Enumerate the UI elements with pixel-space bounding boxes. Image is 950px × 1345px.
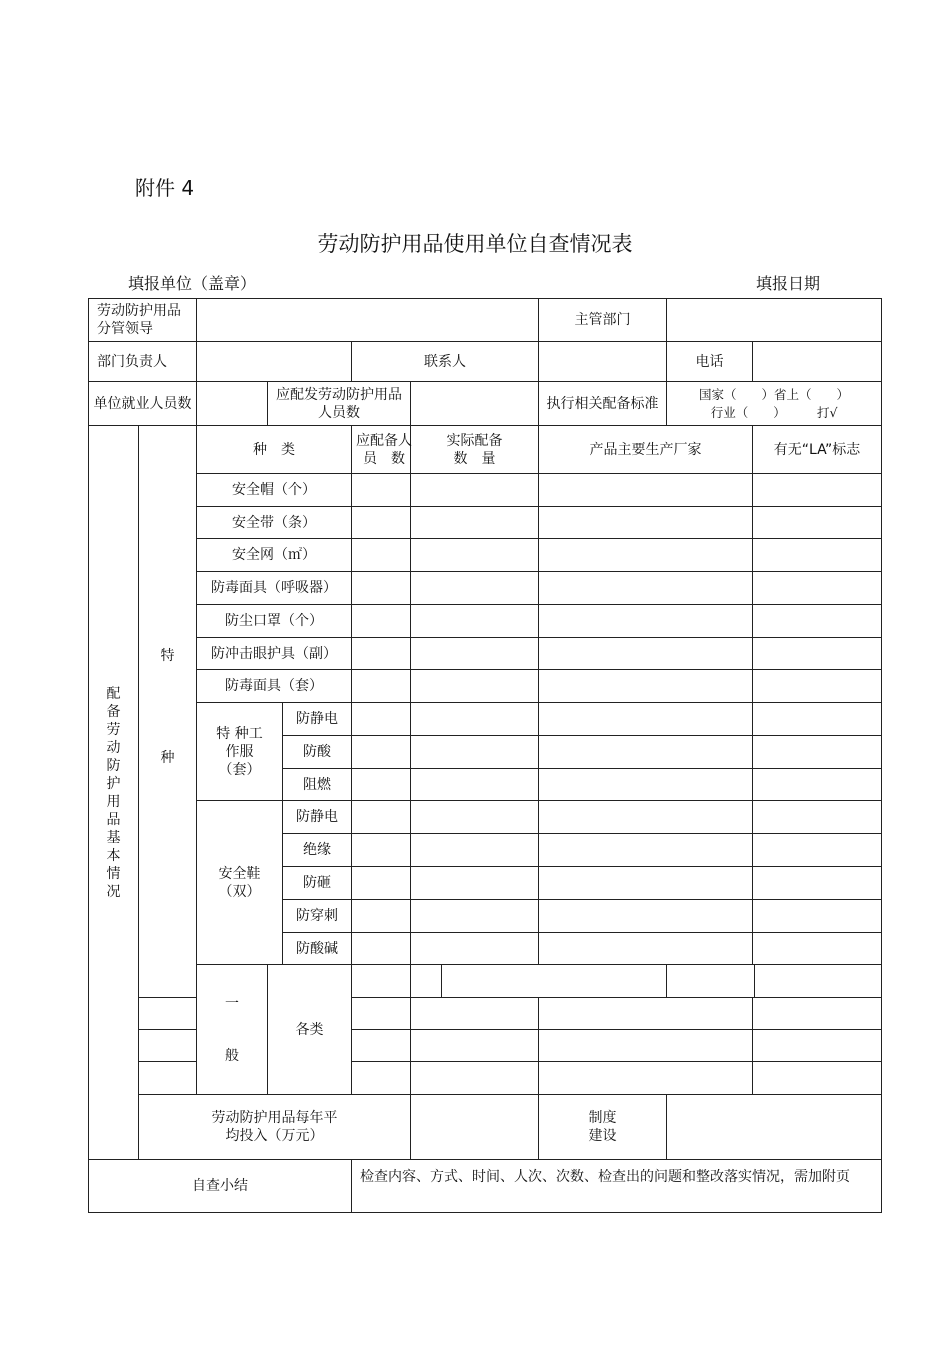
general-type-label [197,965,268,1095]
dept-value[interactable] [667,299,882,342]
reporting-date-label: 填报日期 [756,274,821,293]
cell-la-mark[interactable] [753,605,882,638]
cell-required[interactable] [352,900,411,933]
item-label[interactable] [139,998,197,1030]
cell-required[interactable] [352,507,411,539]
row-contacts [89,342,882,382]
table-row [89,703,882,736]
cell-required[interactable] [352,539,411,572]
cell-la-mark[interactable] [753,703,882,736]
cell-manufacturer[interactable] [539,507,753,539]
special-char-2: 种 [160,749,175,766]
side-section-label: 配备劳动防护用品基本情况 [89,426,139,1160]
item-label: 防毒面具（呼吸器） [197,572,352,605]
cell-required[interactable] [352,605,411,638]
special-type-label [139,426,197,998]
cell-required[interactable] [411,965,442,998]
cell-manufacturer[interactable] [539,736,753,769]
reporting-unit-label: 填报单位（盖章） [128,274,257,293]
standard-label: 执行相关配备标准 [539,382,667,426]
cell-la-mark[interactable] [753,638,882,670]
cell-manufacturer[interactable] [539,539,753,572]
cell-manufacturer[interactable] [539,572,753,605]
item-label[interactable] [139,1062,197,1095]
table-row [89,670,882,703]
cell-actual[interactable] [411,900,539,933]
standard-option-line2: 行业（ ） 打√ [710,404,838,420]
cell-required[interactable] [352,998,411,1030]
item-label: 防冲击眼护具（副） [197,638,352,670]
standard-options[interactable] [667,382,882,426]
cell-actual[interactable] [411,605,539,638]
cell-la-mark[interactable] [753,998,882,1030]
cell-required[interactable] [352,801,411,834]
table-row [89,507,882,539]
contact-value[interactable] [539,342,667,382]
row-investment [89,1095,882,1160]
table-row [89,801,882,834]
general-char-2: 般 [225,1047,239,1064]
item-label: 安全帽（个） [197,474,352,507]
col-required: 应配备人员 数 [352,426,411,474]
cell-manufacturer[interactable] [539,670,753,703]
special-char-1: 特 [160,647,175,664]
table-row [89,965,882,998]
cell-actual[interactable] [411,474,539,507]
workwear-group-label: 特 种工作服（套） [197,703,283,801]
cell-la-mark[interactable] [755,965,882,998]
cell-la-mark[interactable] [753,1062,882,1095]
head-value[interactable] [197,342,352,382]
col-manufacturer: 产品主要生产厂家 [539,426,753,474]
cell-actual[interactable] [411,867,539,900]
cell-manufacturer[interactable] [539,933,753,965]
cell-la-mark[interactable] [753,670,882,703]
cell-actual[interactable] [411,703,539,736]
item-label: 防静电 [283,703,352,736]
table-row [89,474,882,507]
cell-manufacturer[interactable] [539,638,753,670]
cell-required[interactable] [352,638,411,670]
cell-actual[interactable] [411,507,539,539]
cell-manufacturer[interactable] [539,703,753,736]
cell-actual[interactable] [411,834,539,867]
col-actual: 实际配备数 量 [411,426,539,474]
cell-actual[interactable] [411,933,539,965]
item-label: 绝缘 [283,834,352,867]
cell-actual[interactable] [411,801,539,834]
cell-required[interactable] [352,474,411,507]
cell-required[interactable] [352,867,411,900]
item-label: 防静电 [283,801,352,834]
head-label: 部门负责人 [89,342,197,382]
general-char-1: 一 [225,995,239,1012]
cell-la-mark[interactable] [753,834,882,867]
table-row [89,638,882,670]
cell-la-mark[interactable] [753,736,882,769]
cell-required[interactable] [352,834,411,867]
shoes-group-label: 安全鞋（双） [197,801,283,965]
system-label: 制度建设 [539,1095,667,1160]
cell-manufacturer[interactable] [667,965,755,998]
cell-la-mark[interactable] [753,474,882,507]
employees-label: 单位就业人员数 [89,382,197,426]
issue-count-label: 应配发劳动防护用品人员数 [268,382,411,426]
item-label: 防酸碱 [283,933,352,965]
cell-manufacturer[interactable] [539,801,753,834]
row-leader [89,299,882,342]
cell-la-mark[interactable] [753,900,882,933]
item-label: 防穿刺 [283,900,352,933]
cell-la-mark[interactable] [753,769,882,801]
cell-manufacturer[interactable] [539,1062,753,1095]
cell-manufacturer[interactable] [539,834,753,867]
table-row [89,605,882,638]
cell-required[interactable] [352,1030,411,1062]
item-label[interactable] [139,1030,197,1062]
attachment-number: 附件 4 [135,176,195,200]
cell-required[interactable] [352,670,411,703]
col-la-mark: 有无“LA”标志 [753,426,882,474]
investment-label: 劳动防护用品每年平均投入（万元） [139,1095,411,1160]
cell-actual[interactable] [442,965,667,998]
cell-manufacturer[interactable] [539,998,753,1030]
general-group-label: 各类 [268,965,352,1095]
item-label: 防毒面具（套） [197,670,352,703]
cell-required[interactable] [352,572,411,605]
cell-actual[interactable] [411,1030,539,1062]
cell-manufacturer[interactable] [539,1030,753,1062]
cell-actual[interactable] [411,1062,539,1095]
cell-actual[interactable] [411,736,539,769]
cell-manufacturer[interactable] [539,769,753,801]
cell-manufacturer[interactable] [539,474,753,507]
column-header-row [89,426,882,474]
issue-count-value[interactable] [411,382,539,426]
dept-label: 主管部门 [539,299,667,342]
cell-actual[interactable] [411,670,539,703]
col-type: 种 类 [197,426,352,474]
table-row [89,539,882,572]
summary-label: 自查小结 [89,1160,352,1213]
form-title: 劳动防护用品使用单位自查情况表 [317,232,633,256]
cell-required[interactable] [352,933,411,965]
item-label: 安全带（条） [197,507,352,539]
cell-required[interactable] [352,1062,411,1095]
summary-text[interactable]: 检查内容、方式、时间、人次、次数、检查出的问题和整改落实情况，需加附页 [352,1160,882,1213]
system-value[interactable] [667,1095,882,1160]
cell-actual[interactable] [411,539,539,572]
item-label: 防尘口罩（个） [197,605,352,638]
investment-value[interactable] [411,1095,539,1160]
cell-actual[interactable] [411,769,539,801]
cell-manufacturer[interactable] [539,900,753,933]
phone-label: 电话 [667,342,753,382]
cell-required[interactable] [352,769,411,801]
cell-actual[interactable] [411,998,539,1030]
leader-value[interactable] [197,299,539,342]
cell-required[interactable] [352,703,411,736]
cell-la-mark[interactable] [753,867,882,900]
cell-la-mark[interactable] [753,507,882,539]
cell-la-mark[interactable] [753,539,882,572]
leader-label: 劳动防护用品分管领导 [89,299,197,342]
cell-la-mark[interactable] [753,1030,882,1062]
cell-manufacturer[interactable] [539,605,753,638]
item-label: 防酸 [283,736,352,769]
row-summary [89,1160,882,1213]
standard-option-line1: 国家（ ）省上（ ） [699,386,850,402]
item-label: 阻燃 [283,769,352,801]
cell-actual[interactable] [411,572,539,605]
phone-value[interactable] [753,342,882,382]
item-label: 安全网（㎡） [197,539,352,572]
cell-manufacturer[interactable] [539,867,753,900]
cell-la-mark[interactable] [753,801,882,834]
table-row [89,572,882,605]
item-label: 防砸 [283,867,352,900]
cell-la-mark[interactable] [753,933,882,965]
cell-required[interactable] [352,736,411,769]
self-inspection-table [88,298,882,1213]
row-standards [89,382,882,426]
item-label[interactable] [352,965,411,998]
cell-actual[interactable] [411,638,539,670]
contact-label: 联系人 [352,342,539,382]
employees-value[interactable] [197,382,268,426]
cell-la-mark[interactable] [753,572,882,605]
